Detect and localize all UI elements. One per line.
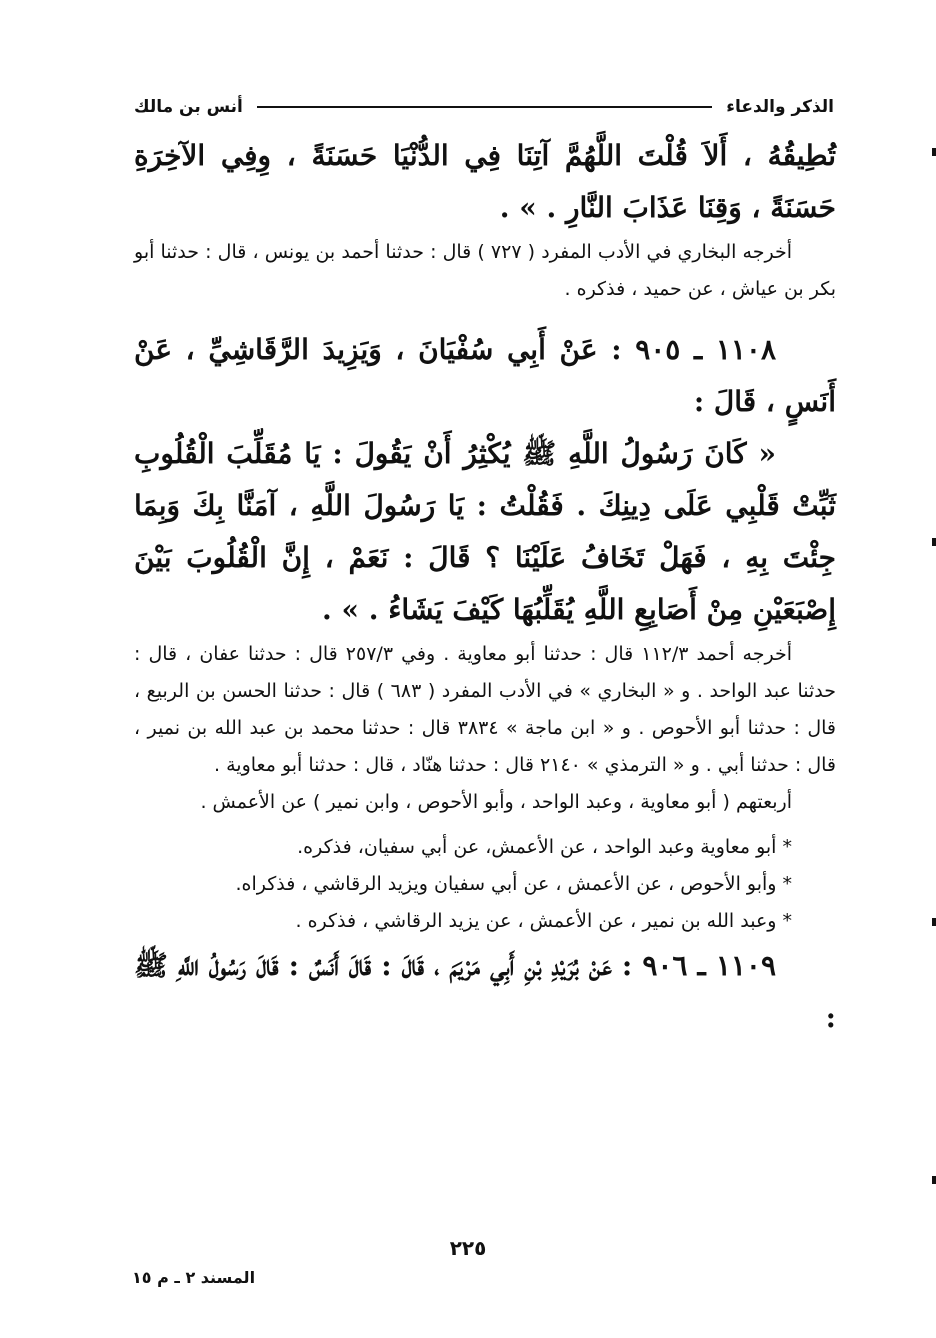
isnad-bullet: * وأبو الأحوص ، عن الأعمش ، عن أبي سفيان ويزيد الرقاشي ، فذكراه.	[235, 873, 792, 895]
page-body	[134, 130, 836, 1044]
hadith-continuation: تُطِيقُهُ ، أَلاَ قُلْتَ اللَّهُمَّ آتِنَا فِي الدُّنْيَا حَسَنَةً ، وِفِي الآخِرَةِ حَسَنَةً ، وَقِنَا عَذَابَ النَّارِ . » .	[134, 139, 836, 224]
scan-margin-mark	[932, 918, 936, 926]
signature-mark: المسند ٢ ـ م ١٥	[132, 1268, 256, 1287]
page-number: ٢٢٥	[449, 1236, 487, 1260]
takhrij-paragraph: أخرجه البخاري في الأدب المفرد ( ٧٢٧ ) قال : حدثنا أحمد بن يونس ، قال : حدثنا أبو بكر بن عياش ، عن حميد ، فذكره .	[134, 241, 836, 300]
header-section-title: الذكر والدعاء	[726, 97, 834, 117]
running-header	[134, 92, 834, 122]
takhrij-paragraph: أربعتهم ( أبو معاوية ، وعبد الواحد ، وأبو الأحوص ، وابن نمير ) عن الأعمش .	[200, 791, 792, 813]
isnad-bullet: * أبو معاوية وعبد الواحد ، عن الأعمش، عن أبي سفيان، فذكره.	[297, 836, 792, 858]
hadith-1108-heading: ١١٠٨ ـ ٩٠٥ : عَنْ أَبِي سُفْيَانَ ، وَيَزِيدَ الرَّقَاشِيِّ ، عَنْ أَنَسٍ ، قَالَ :	[134, 333, 836, 418]
hadith-1109-heading: ١١٠٩ ـ ٩٠٦ : عَنْ بُرَيْدِ بْنِ أَبِي مَرْيَمَ ، قَالَ : قَالَ أَنَسٌ : قَالَ رَسُولُ اللَّهِ ﷺ :	[134, 949, 836, 1034]
header-rule	[257, 106, 712, 108]
scan-margin-mark	[932, 148, 936, 156]
header-chapter-title: أنس بن مالك	[134, 97, 243, 117]
scan-margin-mark	[932, 538, 936, 546]
takhrij-paragraph: أخرجه أحمد ١١٢/٣ قال : حدثنا أبو معاوية . وفي ٢٥٧/٣ قال : حدثنا عفان ، قال : حدثنا عبد الواحد . و « البخاري » في الأدب المفرد ( ٦٨٣ ) قال : حدثنا الحسن بن الربيع ، قال : حدثنا أبو الأحوص . و « ابن ماجة » ٣٨٣٤ قال : حدثنا محمد بن عبد الله بن نمير ، قال : حدثنا أبي . و « الترمذي » ٢١٤٠ قال : حدثنا هنّاد ، قال : حدثنا أبو معاوية .	[134, 643, 836, 776]
hadith-1108-text: « كَانَ رَسُولُ اللَّهِ ﷺ يُكْثِرُ أَنْ يَقُولَ : يَا مُقَلِّبَ الْقُلُوبِ ثَبِّتْ قَلْبِي عَلَى دِينِكَ . فَقُلْتُ : يَا رَسُولَ اللَّهِ ، آمَنَّا بِكَ وَبِمَا جِئْتَ بِهِ ، فَهَلْ تَخَافُ عَلَيْنَا ؟ قَالَ : نَعَمْ ، إِنَّ الْقُلُوبَ بَيْنَ إِصْبَعَيْنِ مِنْ أَصَابِعِ اللَّهِ يُقَلِّبُهَا كَيْفَ يَشَاءُ . » .	[134, 437, 836, 626]
isnad-bullet: * وعبد الله بن نمير ، عن الأعمش ، عن يزيد الرقاشي ، فذكره .	[295, 910, 792, 932]
scan-margin-mark	[932, 1176, 936, 1184]
